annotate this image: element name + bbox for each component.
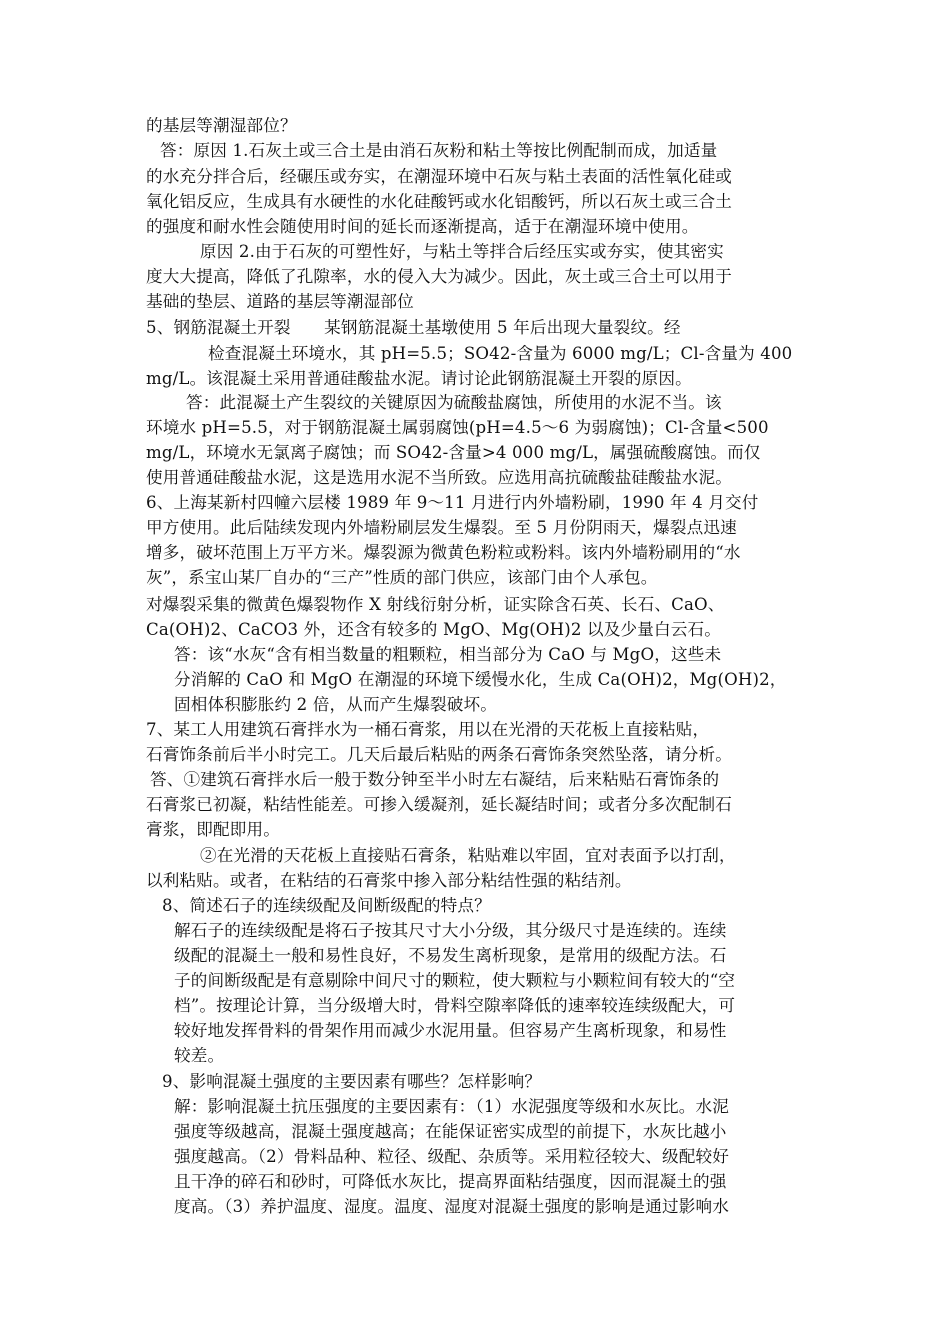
text-line: 灰”，系宝山某厂自办的“三产”性质的部门供应，该部门由个人承包。 [146,568,658,587]
answer-line: 解石子的连续级配是将石子按其尺寸大小分级，其分级尺寸是连续的。连续 [174,921,727,940]
question-heading: 5、钢筋混凝土开裂 某钢筋混凝土基墩使用 5 年后出现大量裂纹。经 [146,318,681,337]
text-line: 子的间断级配是有意剔除中间尺寸的颗粒，使大颗粒与小颗粒间有较大的“空 [174,971,736,990]
text-line: 原因 2.由于石灰的可塑性好，与粘土等拌合后经压实或夯实，使其密实 [200,242,724,261]
text-line: 环境水 pH=5.5，对于钢筋混凝土属弱腐蚀(pH=4.5～6 为弱腐蚀)；Cl-含量<500 [146,418,769,437]
text-line: 的水充分拌合后，经碾压或夯实，在潮湿环境中石灰与粘土表面的活性氧化硅或 [146,167,733,186]
answer-line: 解：影响混凝土抗压强度的主要因素有：（1）水泥强度等级和水灰比。水泥 [174,1097,729,1116]
text-line: 度高。（3）养护温度、湿度。温度、湿度对混凝土强度的影响是通过影响水 [174,1197,729,1216]
text-line: 强度越高。（2）骨料品种、粒径、级配、杂质等。采用粒径较大、级配较好 [174,1147,729,1166]
question-heading: 9、影响混凝土强度的主要因素有哪些？怎样影响？ [162,1072,542,1091]
text-line: 检查混凝土环境水，其 pH=5.5；SO42-含量为 6000 mg/L；Cl-含量为 400 [208,344,793,363]
text-line: ②在光滑的天花板上直接贴石膏条，粘贴难以牢固，宜对表面予以打刮， [200,846,736,865]
answer-line: 答：该“水灰“含有相当数量的粗颗粒，相当部分为 CaO 与 MgO，这些未 [174,645,722,664]
text-line: 以利粘贴。或者，在粘结的石膏浆中掺入部分粘结性强的粘结剂。 [146,871,632,890]
text-line: 分消解的 CaO 和 MgO 在潮湿的环境下缓慢水化，生成 Ca(OH)2，Mg(OH)2， [174,670,787,689]
text-line: 的强度和耐水性会随使用时间的延长而逐渐提高，适于在潮湿环境中使用。 [146,217,699,236]
text-line: 膏浆，即配即用。 [146,820,280,839]
text-line: 基础的垫层、道路的基层等潮湿部位 [146,292,414,311]
text-line: 且干净的碎石和砂时，可降低水灰比，提高界面粘结强度，因而混凝土的强 [174,1172,727,1191]
text-line: 较差。 [174,1046,225,1065]
text-line: 甲方使用。此后陆续发现内外墙粉刷层发生爆裂。至 5 月份阴雨天，爆裂点迅速 [146,518,737,537]
answer-line: 答：原因 1.石灰土或三合土是由消石灰粉和粘土等按比例配制而成，加适量 [160,141,718,160]
text-line: mg/L。该混凝土采用普通硅酸盐水泥。请讨论此钢筋混凝土开裂的原因。 [146,369,692,388]
text-line: 档”。按理论计算，当分级增大时，骨料空隙率降低的速率较连续级配大，可 [174,996,736,1015]
text-line: 对爆裂采集的微黄色爆裂物作 X 射线衍射分析，证实除含石英、长石、CaO、 [146,595,725,614]
text-line: 氧化铝反应，生成具有水硬性的水化硅酸钙或水化铝酸钙，所以石灰土或三合土 [146,192,733,211]
question-heading: 6、上海某新村四幢六层楼 1989 年 9～11 月进行内外墙粉刷，1990 年 4 月交付 [146,493,759,512]
text-line: 较好地发挥骨料的骨架作用而减少水泥用量。但容易产生离析现象，和易性 [174,1021,727,1040]
text-line: 度大大提高，降低了孔隙率，水的侵入大为减少。因此，灰土或三合土可以用于 [146,267,733,286]
text-line: Ca(OH)2、CaCO3 外，还含有较多的 MgO、Mg(OH)2 以及少量白云石。 [146,620,721,639]
text-line: mg/L，环境水无氯离子腐蚀；而 SO42-含量>4 000 mg/L，属强硫酸腐蚀。而仅 [146,443,761,462]
text-line: 石膏饰条前后半小时完工。几天后最后粘贴的两条石膏饰条突然坠落，请分析。 [146,745,733,764]
answer-line: 答、①建筑石膏拌水后一般于数分钟至半小时左右凝结，后来粘贴石膏饰条的 [150,770,720,789]
question-heading: 7、某工人用建筑石膏拌水为一桶石膏浆，用以在光滑的天花板上直接粘贴， [146,720,710,739]
text-line: 强度等级越高，混凝土强度越高；在能保证密实成型的前提下，水灰比越小 [174,1122,727,1141]
text-line: 的基层等潮湿部位？ [146,116,297,135]
text-line: 使用普通硅酸盐水泥，这是选用水泥不当所致。应选用高抗硫酸盐硅酸盐水泥。 [146,468,733,487]
answer-line: 答：此混凝土产生裂纹的关键原因为硫酸盐腐蚀，所使用的水泥不当。该 [186,393,722,412]
question-heading: 8、简述石子的连续级配及间断级配的特点？ [162,896,491,915]
text-line: 级配的混凝土一般和易性良好，不易发生离析现象，是常用的级配方法。石 [174,946,727,965]
text-line: 石膏浆已初凝，粘结性能差。可掺入缓凝剂，延长凝结时间；或者分多次配制石 [146,795,733,814]
text-line: 增多，破坏范围上万平方米。爆裂源为微黄色粉粒或粉料。该内外墙粉刷用的“水 [146,543,741,562]
text-line: 固相体积膨胀约 2 倍，从而产生爆裂破坏。 [174,695,497,714]
